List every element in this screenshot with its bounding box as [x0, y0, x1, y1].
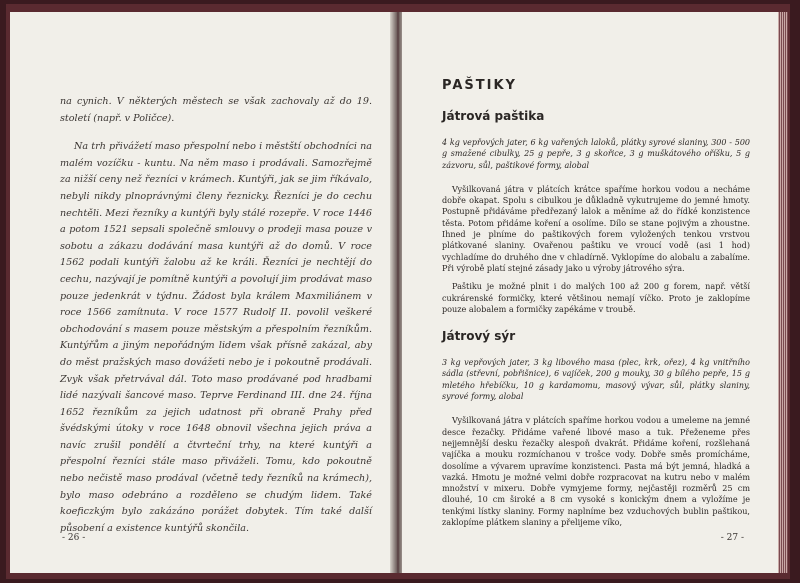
- recipe-ingredients: 3 kg vepřových jater, 3 kg libového masa (plec, krk, ořez), 4 kg vnitřního sádla (střevní, pobřišnice), 6 vajíček, 200 g mouky, 30 g bílého pepře, 15 g mletého hřebíčku, 10 g kardamomu, masový vývar, sůl, plátky slaniny, syrové formy, alobal: [442, 358, 750, 402]
- recipe-paragraph: Paštiku je možné plnit i do malých 100 až 200 g forem, např. větší cukrárenské formičky, které většinou nemají víčko. Proto je zaklopíme pouze alobalem a formičky zapékáme v troubě.: [442, 281, 750, 314]
- page-number-right: - 27 -: [720, 533, 744, 543]
- recipe-heading: Játrový sýr: [442, 329, 516, 344]
- page-edges: [778, 12, 788, 573]
- left-page: [10, 12, 394, 573]
- recipe-paragraph: Vyšilkovaná játra v plátcích krátce spaříme horkou vodou a necháme dobře okapat. Spolu s cibulkou je důkladně vykutrujeme do jemné hmoty. Postupně přidáváme předřezaný lalok a měníme až do řídké konzistence těsta. Potom přidáme koření a osolíme. Dílo se stane pojivým a zhoustne. Ihned je plníme do paštikových forem vyložených tenkou vrstvou plátkované slaniny. Ovařenou paštiku ve vroucí vodě (asi 1 hod) vychladíme do druhého dne v chladírně. Vyklopíme do alobalu a zabalíme. Při výrobě platí stejné zásady jako u výroby játrového sýra.: [442, 183, 750, 273]
- handwritten-paragraph: Na trh přivážetí maso přespolní nebo i městští obchodníci na malém vozíčku - kuntu. Na něm maso i prodávali. Samozřejmě za nižší ceny než řezníci v krámech. Kuntýři, jak se jim říkávalo, nebyli nikdy plnoprávnými členy řeznicky. Řezníci je do cechu nechtěli. Mezi řezníky a kuntýři byly stálé rozepře. V roce 1446 a potom 1521 sepsali společně smlouvy o prodeji masa pouze v sobotu a zákazu dodávání masa kuntýři až do domů. V roce 1562 podali kuntýři žalobu až ke králi. Řezníci je nechtějí do cechu, nazývají je pomítně kuntýři a povolují jim prodávat maso pouze jedenkrát v týdnu. Žádost byla králem Maxmiliánem v roce 1566 zamítnuta. V roce 1577 Rudolf II. povolil veškeré obchodování s masem pouze městským a přespolním řezníkům. Kuntýřům a jiným nepořádným lidem však přísně zakázal, aby do měst pražských maso dovážeti nebo je i pokoutně prodávali. Zvyk však přetrvával dál. Toto maso prodávané pod hradbami lidé nazývali šancové maso. Teprve Ferdinand III. dne 24. října 1652 řezníkům za jejich udatnost při obraně Prahy před švédskými útoky v roce 1648 obnovil všechna jejich práva a navíc zrušil pondělí a čtvrteční trhy, na které kuntýři a přespolní řezníci stále maso přiváželi. Tomu, kdo pokoutně nebo nečistě maso prodával (včetně tedy řezníků na krámech), bylo maso odebráno a rozděleno se chudým lidem. Také koeficzkým bylo zakázáno porážet dobytek. Tím také další působení a existence kuntýřů skončila.: [60, 141, 372, 534]
- recipe-ingredients: 4 kg vepřových jater, 6 kg vařených laloků, plátky syrové slaniny, 300 - 500 g smažené cibulky, 25 g pepře, 3 g skořice, 3 g muškátového oříšku, 5 g zázvoru, sůl, paštikové formy, alobal: [442, 138, 750, 170]
- page-number-left: - 26 -: [62, 533, 86, 543]
- recipe-heading: Játrová paštika: [442, 109, 545, 123]
- right-page: [402, 12, 778, 573]
- open-book: [6, 4, 790, 579]
- handwritten-paragraph: na cynich. V některých městech se však zachovaly až do 19. století (např. v Poličce).: [60, 96, 372, 124]
- recipe-paragraph: Vyšilkovaná játra v plátcích spaříme horkou vodou a umeleme na jemné desce řezačky. Přidáme vařené libové maso a tuk. Přeženeme přes nejjemnější desku řezačky alespoň dvakrát. Přidáme koření, rozšlehaná vajíčka a mouku rozmíchanou v trošce vody. Dobře směs promícháme, dosolíme a vývarem upravíme konzistenci. Pasta má být jemná, hladká a vazká. Hmotu je možné velmi dobře rozpracovat na kutru nebo v malém množství v mixeru. Dobře vymyjeme formy, nejčastěji rozměrů 25 cm dlouhé, 10 cm široké a 8 cm vysoké s konickým dnem a vyložíme je tenkými lístky slaniny. Formy naplníme bez vzduchových bublin paštikou, zaklopíme plátkem slaniny a přelijeme víko,: [442, 415, 750, 528]
- chapter-title: PAŠTIKY: [442, 78, 517, 93]
